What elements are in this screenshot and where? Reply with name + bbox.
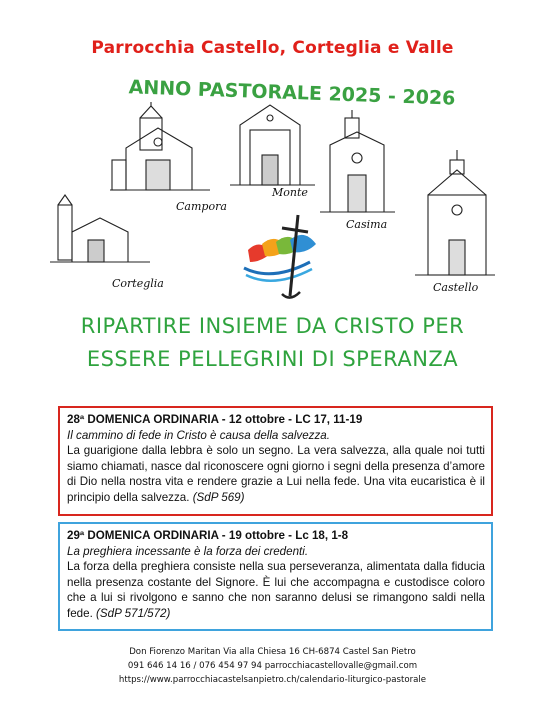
parish-title: Parrocchia Castello, Corteglia e Valle xyxy=(91,38,454,58)
reading-body: La forza della preghiera consiste nella sua perseveranza, alimentata dalla fiducia nella presenza costante del Signore. È lui che accompagna e custodisce coloro che a lui si rivolgono e sanno che non saranno delusi se rimangono saldi nella fede. xyxy=(67,560,485,620)
churches-illustration xyxy=(0,0,545,310)
reading-subtitle: La preghiera incessante è la forza dei credenti. xyxy=(67,544,309,558)
caption-castello: Castello xyxy=(433,281,479,294)
reading-body-wrap xyxy=(67,443,485,505)
reading-reference: (SdP 571/572) xyxy=(96,606,171,620)
footer-contacts: 091 646 14 16 / 076 454 97 94 parrocchiacastellovalle@gmail.com xyxy=(127,661,418,671)
slogan-line-1: RIPARTIRE INSIEME DA CRISTO PER xyxy=(80,314,465,338)
footer-address: Don Fiorenzo Maritan Via alla Chiesa 16 CH-6874 Castel San Pietro xyxy=(129,647,416,657)
church-castello-drawing xyxy=(415,150,495,275)
church-corteglia-drawing xyxy=(50,195,150,262)
caption-corteglia: Corteglia xyxy=(112,277,164,290)
church-monte-drawing xyxy=(230,105,315,185)
reading-body: La guarigione dalla lebbra è solo un segno. La vera salvezza, alla quale noi tutti siamo chiamati, nasce dal riconoscere ogni giorno i segni della presenza d’amore di Dio nella nostra vita e rendere grazie a Lui nella fede. Una vita eucaristica è il principio della salvezza. xyxy=(67,444,485,504)
jubilee-logo-icon xyxy=(244,215,316,298)
reading-body-wrap xyxy=(67,559,485,621)
church-casima-drawing xyxy=(320,110,395,212)
footer-website-link[interactable]: https://www.parrocchiacastelsanpietro.ch/calendario-liturgico-pastorale xyxy=(118,675,427,685)
reading-heading: 28ª DOMENICA ORDINARIA - 12 ottobre - LC 17, 11-19 xyxy=(67,413,363,426)
caption-campora: Campora xyxy=(176,200,227,213)
reading-reference: (SdP 569) xyxy=(192,490,245,504)
caption-casima: Casima xyxy=(346,218,388,231)
reading-heading: 29ª DOMENICA ORDINARIA - 19 ottobre - Lc 18, 1-8 xyxy=(67,529,349,542)
reading-box-29 xyxy=(58,522,493,631)
pastoral-year-title: ANNO PASTORALE 2025 - 2026 xyxy=(128,76,456,110)
slogan-line-2: ESSERE PELLEGRINI DI SPERANZA xyxy=(86,347,459,371)
caption-monte: Monte xyxy=(272,186,308,199)
church-campora-drawing xyxy=(110,102,210,190)
reading-subtitle: Il cammino di fede in Cristo è causa della salvezza. xyxy=(67,428,330,442)
reading-box-28 xyxy=(58,406,493,516)
